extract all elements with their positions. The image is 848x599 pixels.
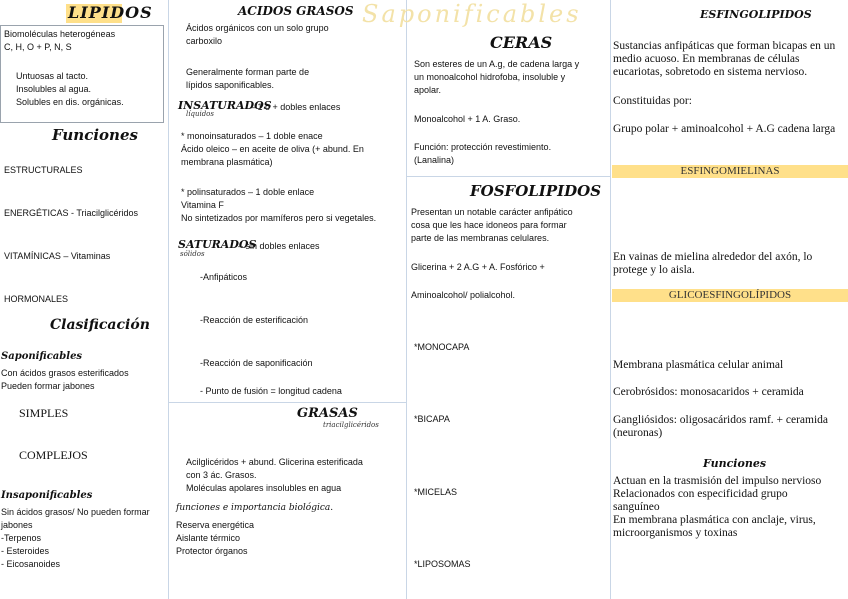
funciones-esfingo-title: Funciones [703, 457, 767, 470]
saponificables-title: Saponificables [1, 351, 83, 362]
column-divider [610, 0, 611, 599]
func-vitaminicas: VITAMÍNICAS – Vitaminas [4, 251, 111, 261]
grasas-title: GRASAS [297, 406, 358, 421]
membrana-text: Membrana plasmática celular animal [613, 359, 784, 371]
esfingolipidos-desc: Sustancias anfipáticas que forman bicapas en un medio acuoso. En membranas de células eucariotas, sobretodo en sistema nervioso. [613, 40, 836, 78]
monocapa-label: *MONOCAPA [414, 342, 470, 352]
func-energeticas: ENERGÉTICAS - Triacilglicéridos [4, 208, 139, 218]
grasas-funciones-text: Reserva energética Aislante térmico Protector órganos [176, 520, 255, 556]
ceras-funcion: Función: protección revestimiento. (Lanalina) [414, 142, 552, 165]
cerebrosidos-text: Cerobrósidos: monosacaridos + ceramida [613, 386, 804, 398]
column-divider [406, 0, 407, 599]
fosfolipidos-formula-2: Aminoalcohol/ polialcohol. [411, 290, 516, 300]
insaponificables-title: Insaponificables [1, 490, 93, 501]
liposomas-label: *LIPOSOMAS [414, 559, 471, 569]
column-divider [168, 0, 169, 599]
func-hormonales: HORMONALES [4, 294, 69, 304]
watermark-title: Saponificables [362, 0, 582, 28]
constituidas-label: Constituidas por: [613, 95, 692, 107]
punto-fusion-text: - Punto de fusión = longitud cadena [200, 386, 342, 396]
saponificables-text: Con ácidos grasos esterificados Pueden formar jabones [1, 368, 129, 391]
ceras-title: CERAS [490, 33, 553, 52]
micelas-label: *MICELAS [414, 487, 458, 497]
saturados-text: – sin dobles enlaces [238, 241, 320, 251]
esfingomielinas-text: En vainas de mielina alrededor del axón, lo protege y lo aisla. [613, 251, 813, 276]
saponificacion-text: -Reacción de saponificación [200, 358, 313, 368]
section-divider [168, 402, 406, 403]
simples-label: SIMPLES [19, 406, 69, 420]
insaponificables-text: Sin ácidos grasos/ No pueden formar jabones -Terpenos - Esteroides - Eicosanoides [1, 507, 150, 569]
esterificacion-text: -Reacción de esterificación [200, 315, 309, 325]
glicoesfingolipidos-bar: GLICOESFINGOLÍPIDOS [612, 289, 848, 302]
insaturados-sub: líquidos [186, 110, 214, 118]
acidos-grasos-title: ACIDOS GRASOS [238, 4, 354, 18]
gangliosidos-text: Gangliósidos: oligosacáridos ramf. + ceramida (neuronas) [613, 414, 829, 439]
anfipaticos-text: -Anfipáticos [200, 272, 248, 282]
ceras-text: Son esteres de un A.g, de cadena larga y un monoalcohol hidrofoba, insoluble y apolar. [414, 59, 580, 95]
grasas-text: Acilglicéridos + abund. Glicerina esterificada con 3 ác. Grasos. Moléculas apolares insolubles en agua [186, 457, 363, 493]
acidos-saponificables: Generalmente forman parte de lípidos saponificables. [186, 67, 310, 90]
funciones-importancia-label: funciones e importancia biológica. [176, 503, 334, 513]
acidos-intro: Ácidos orgánicos con un solo grupo carboxilo [186, 23, 329, 46]
esfingomielinas-bar: ESFINGOMIELINAS [612, 165, 848, 178]
fosfolipidos-text: Presentan un notable carácter anfipático cosa que les hace idoneos para formar parte de las membranas celulares. [411, 207, 573, 243]
grupo-text: Grupo polar + aminoalcohol + A.G cadena larga [613, 123, 836, 135]
fosfolipidos-title: FOSFOLIPIDOS [470, 182, 602, 200]
page-title: LIPIDOS [68, 3, 153, 22]
funciones-title: Funciones [52, 126, 138, 144]
func-estructurales: ESTRUCTURALES [4, 165, 83, 175]
intro-text: Biomoléculas heterogéneas C, H, O + P, N, S [4, 29, 116, 52]
properties-text: Untuosas al tacto. Insolubles al agua. Solubles en dis. orgánicas. [16, 71, 124, 107]
clasificacion-title: Clasificación [50, 317, 150, 333]
ceras-formula: Monoalcohol + 1 A. Graso. [414, 114, 521, 124]
bicapa-label: *BICAPA [414, 414, 450, 424]
fosfolipidos-formula-1: Glicerina + 2 A.G + A. Fosfórico + [411, 262, 545, 272]
funciones-esfingo-text: Actuan en la trasmisión del impulso nervioso Relacionados con especificidad grupo sanguíneo En membrana plasmática con anclaje, virus, microorganismos y toxinas [613, 475, 822, 539]
complejos-label: COMPLEJOS [19, 448, 88, 462]
section-divider [406, 176, 610, 177]
esfingolipidos-title: ESFINGOLIPIDOS [700, 8, 812, 21]
monoinsaturados-text: * monoinsaturados – 1 doble enace Ácido oleico – en aceite de oliva (+ abund. En membrana plasmática) [181, 131, 364, 167]
poliinsaturados-text: * polinsaturados – 1 doble enlace Vitamina F No sintetizados por mamíferos pero si vegetales. [181, 187, 377, 223]
saturados-label: SATURADOS [178, 238, 257, 251]
insaturados-label: INSATURADOS [178, 99, 272, 112]
grasas-sub: triacilglicéridos [323, 421, 379, 429]
saturados-sub: sólidos [180, 250, 205, 258]
insaturados-text: – 1 o + dobles enlaces [250, 102, 341, 112]
